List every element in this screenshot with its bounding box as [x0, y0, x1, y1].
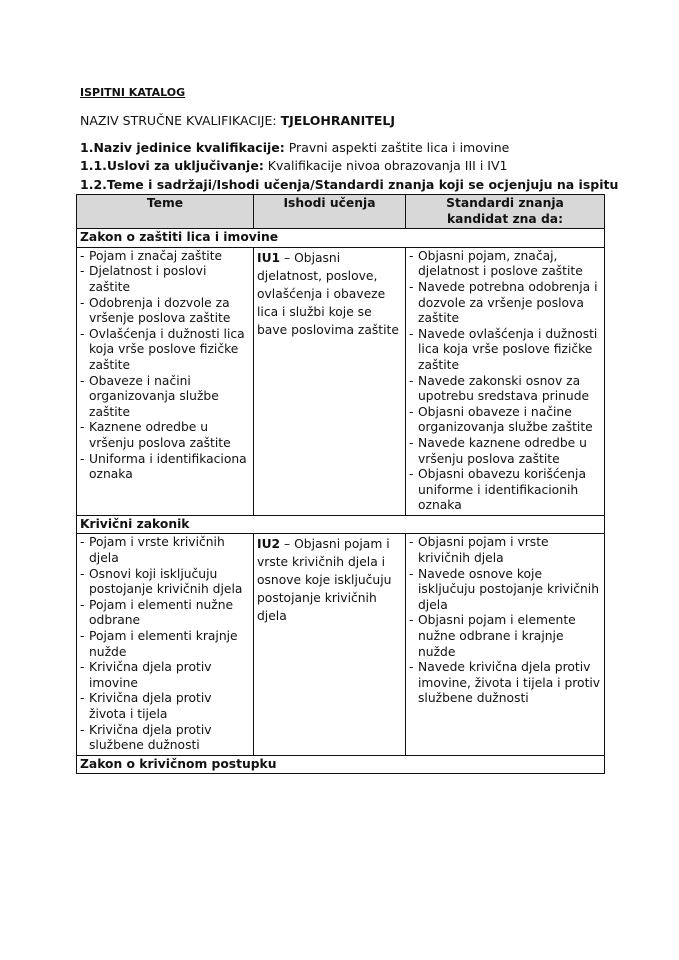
header-ishodi: Ishodi učenja	[254, 195, 406, 229]
list-item: - Objasni pojam i elemente nužne odbrane i krajnje nužde	[409, 613, 601, 660]
header-standardi-line2: kandidat zna da:	[446, 211, 564, 226]
standardi-cell	[406, 247, 605, 515]
outcome-code: IU2	[257, 537, 281, 552]
teme-list	[80, 249, 250, 483]
list-item: - Navede krivična djela protiv imovine, života i tijela i protiv službene dužnosti	[409, 660, 601, 707]
list-item: - Uniforma i identifikaciona oznaka	[80, 452, 250, 483]
outcome-text: – Objasni pojam i vrste krivičnih djela i osnove koje isključuju postojanje krivičnih djela	[257, 537, 392, 624]
list-item: - Navede ovlašćenja i dužnosti lica koja vrše poslove fizičke zaštite	[409, 327, 601, 374]
teme-list	[80, 535, 250, 753]
standardi-list	[409, 249, 601, 514]
catalog-title: ISPITNI KATALOG	[80, 86, 186, 99]
unit-name-line	[80, 140, 509, 155]
list-item: - Kaznene odredbe u vršenju poslova zaštite	[80, 420, 250, 451]
list-item: - Objasni obavezu korišćenja uniforme i identifikacionih oznaka	[409, 467, 601, 514]
standardi-cell	[406, 534, 605, 755]
unit-name-value: Pravni aspekti zaštite lica i imovine	[284, 140, 510, 155]
list-item: - Pojam i elementi krajnje nužde	[80, 629, 250, 660]
list-item: - Djelatnost i poslovi zaštite	[80, 264, 250, 295]
list-item: - Krivična djela protiv imovine	[80, 660, 250, 691]
teme-cell	[77, 534, 254, 755]
list-item: - Navede zakonski osnov za upotrebu sredstava prinude	[409, 374, 601, 405]
list-item: - Krivična djela protiv života i tijela	[80, 691, 250, 722]
topics-label: 1.2.Teme i sadržaji/Ishodi učenja/Standardi znanja koji se ocjenjuju na ispitu	[80, 177, 619, 192]
list-item: - Pojam i značaj zaštite	[80, 249, 250, 265]
exam-table	[76, 194, 605, 774]
list-item: - Pojam i vrste krivičnih djela	[80, 535, 250, 566]
section-title-krivicni: Krivični zakonik	[77, 515, 605, 534]
outcome-text: – Objasni djelatnost, poslove, ovlašćenja i obaveze lica i službi koje se bave poslovima zaštite	[257, 250, 399, 337]
table-row	[77, 247, 605, 515]
table-row	[77, 534, 605, 755]
list-item: - Krivična djela protiv službene dužnosti	[80, 723, 250, 754]
qualification-line	[80, 113, 395, 128]
list-item: - Obaveze i načini organizovanja službe zaštite	[80, 374, 250, 421]
qualification-label: NAZIV STRUČNE KVALIFIKACIJE:	[80, 113, 281, 128]
section-row	[77, 755, 605, 774]
list-item: - Odobrenja i dozvole za vršenje poslova zaštite	[80, 296, 250, 327]
topics-heading	[80, 177, 618, 192]
conditions-label: 1.1.Uslovi za uključivanje:	[80, 158, 264, 173]
list-item: - Navede osnove koje isključuju postojanje krivičnih djela	[409, 567, 601, 614]
header-standardi	[406, 195, 605, 229]
unit-name-label: 1.Naziv jedinice kvalifikacije:	[80, 140, 285, 155]
list-item: - Pojam i elementi nužne odbrane	[80, 598, 250, 629]
conditions-value: Kvalifikacije nivoa obrazovanja III i IV1	[263, 158, 508, 173]
table-header-row	[77, 195, 605, 229]
outcome-cell	[254, 247, 406, 515]
teme-cell	[77, 247, 254, 515]
header-teme: Teme	[77, 195, 254, 229]
section-row	[77, 515, 605, 534]
list-item: - Objasni pojam i vrste krivičnih djela	[409, 535, 601, 566]
list-item: - Objasni pojam, značaj, djelatnost i poslove zaštite	[409, 249, 601, 280]
outcome-cell	[254, 534, 406, 755]
qualification-name: TJELOHRANITELJ	[280, 113, 395, 128]
list-item: - Navede kaznene odredbe u vršenju poslova zaštite	[409, 436, 601, 467]
section-title-postupak: Zakon o krivičnom postupku	[77, 755, 605, 774]
header-standardi-line1: Standardi znanja	[446, 196, 564, 210]
section-row	[77, 229, 605, 248]
standardi-list	[409, 535, 601, 707]
list-item: - Objasni obaveze i načine organizovanja službe zaštite	[409, 405, 601, 436]
list-item: - Osnovi koji isključuju postojanje krivičnih djela	[80, 567, 250, 598]
section-title-zastita: Zakon o zaštiti lica i imovine	[77, 229, 605, 248]
conditions-line	[80, 158, 507, 173]
list-item: - Ovlašćenja i dužnosti lica koja vrše poslove fizičke zaštite	[80, 327, 250, 374]
outcome-code: IU1	[257, 250, 281, 265]
list-item: - Navede potrebna odobrenja i dozvole za vršenje poslova zaštite	[409, 280, 601, 327]
